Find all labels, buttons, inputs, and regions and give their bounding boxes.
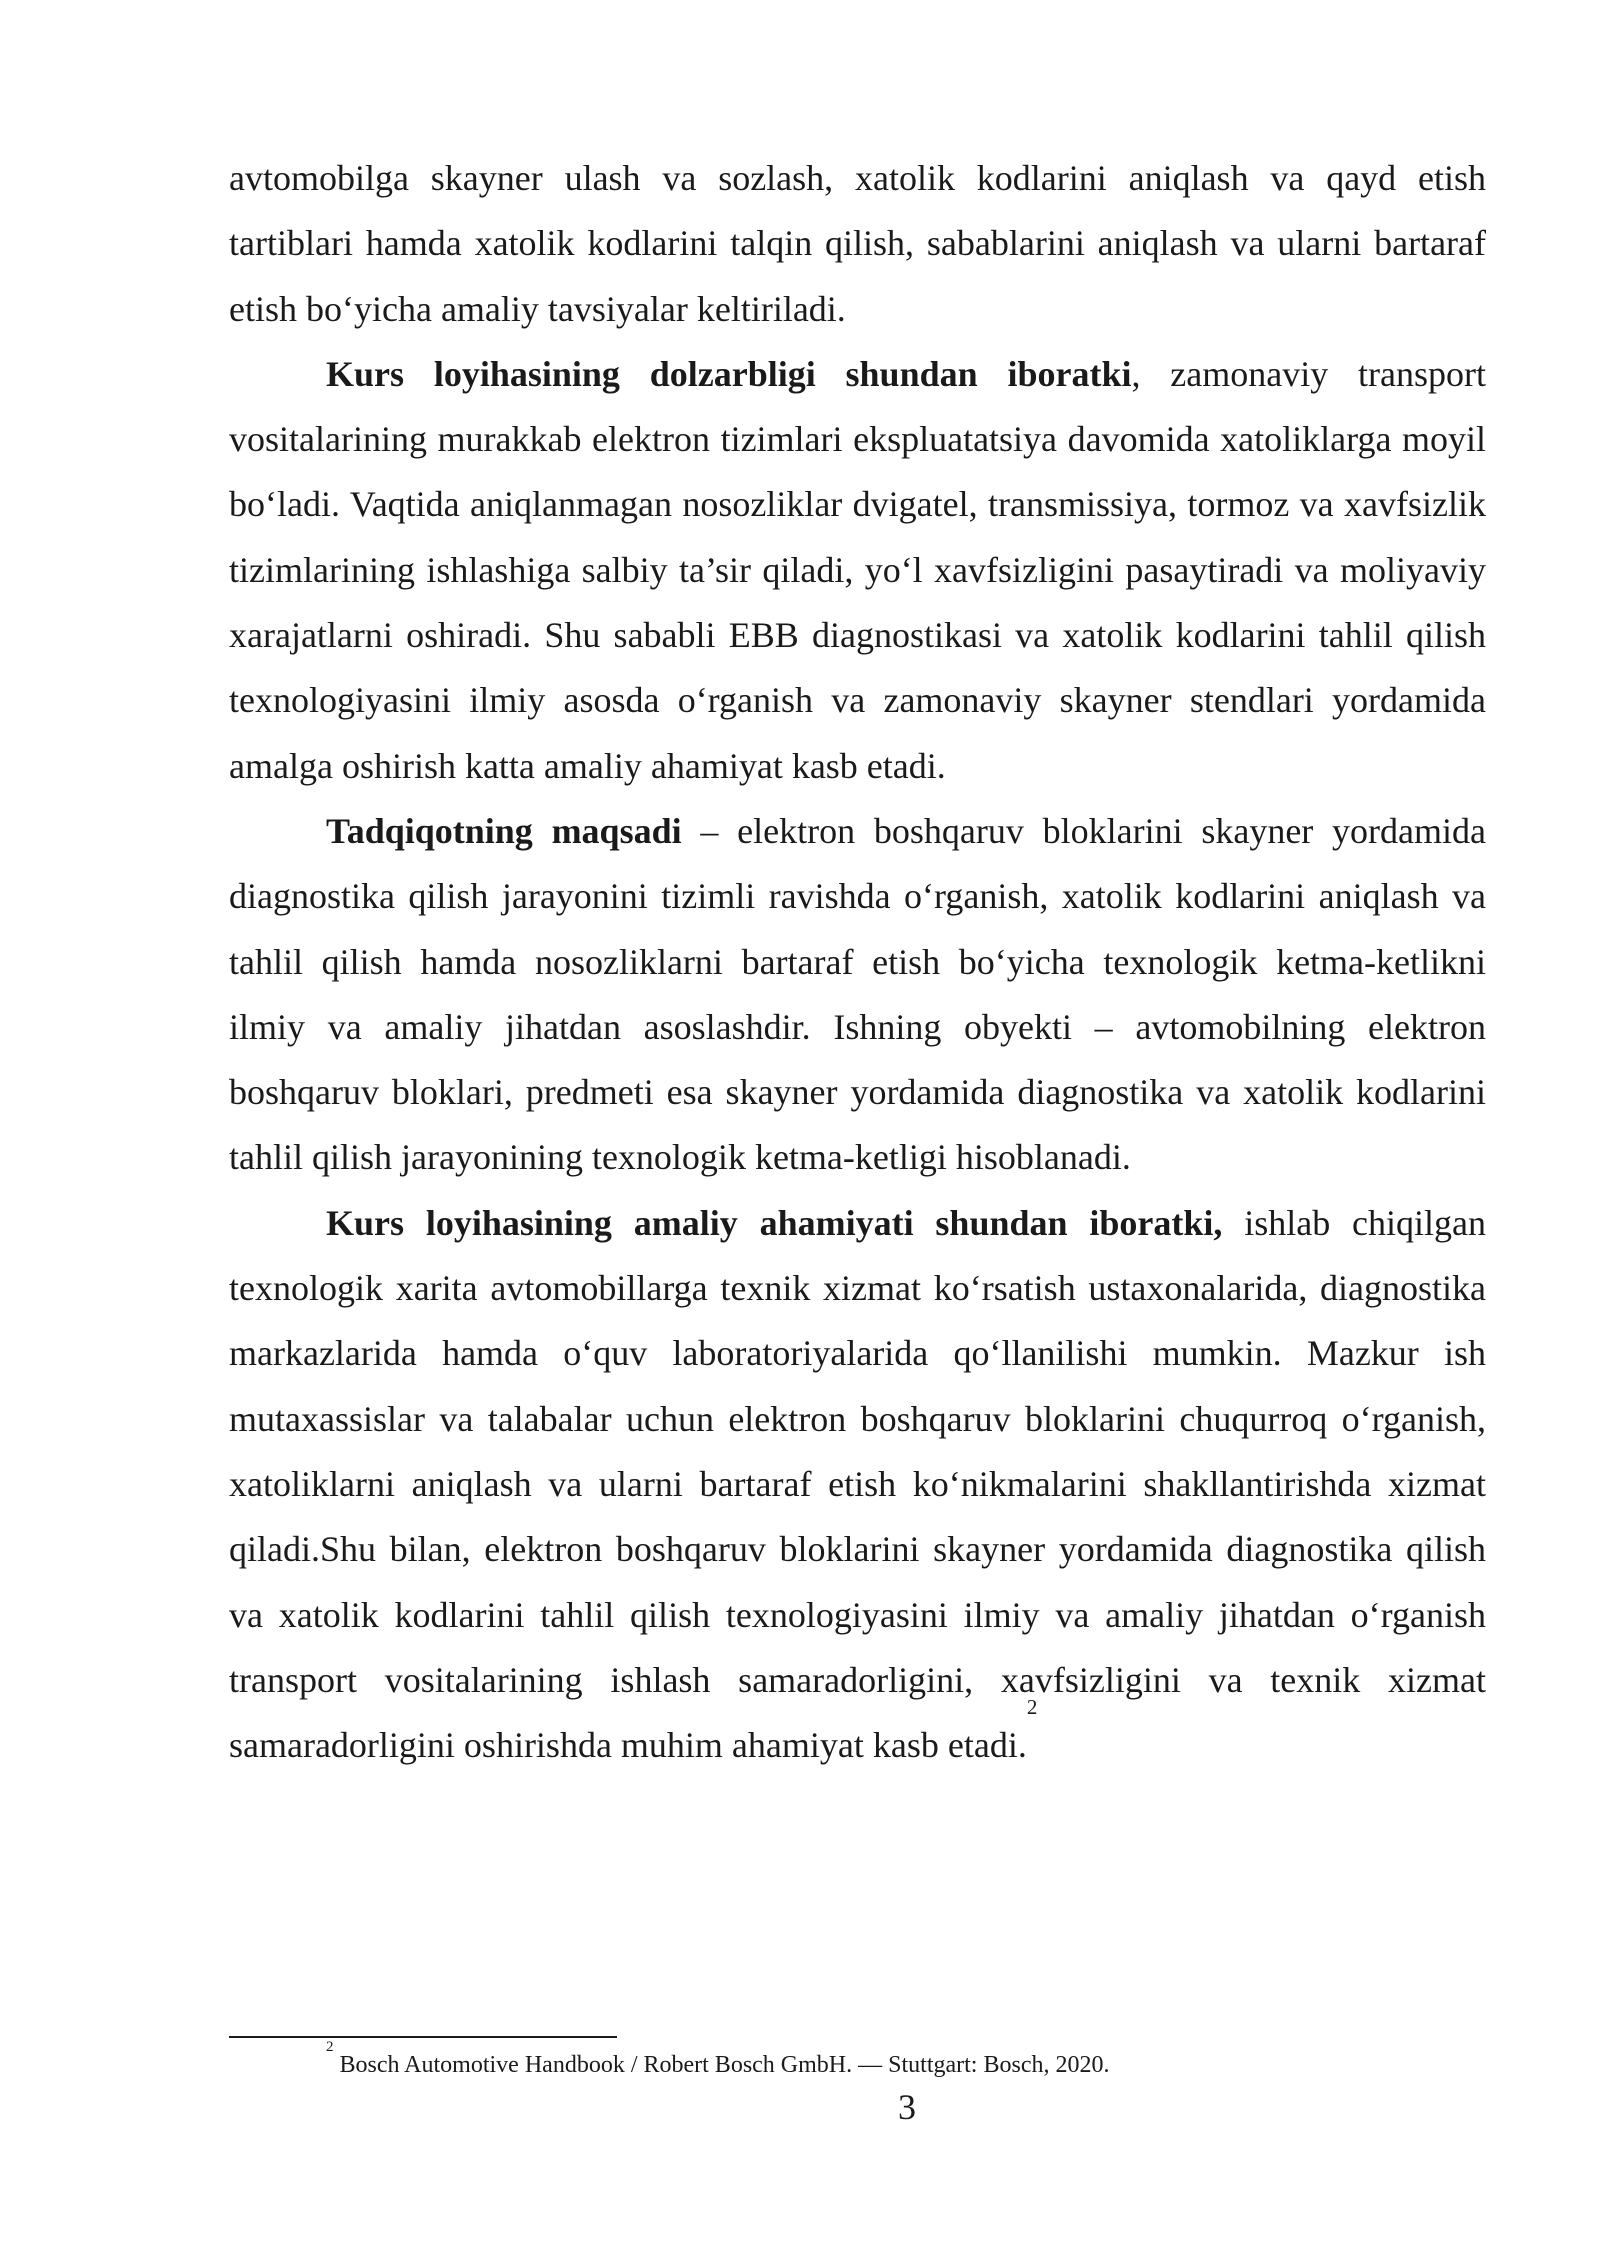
paragraph-text: avtomobilga skayner ulash va sozlash, xatolik kodlarini aniqlash va qayd etish tartiblari hamda xatolik kodlarini talqin qilish, sabablarini aniqlash va ularni bartaraf etish bo‘yicha amaliy tavsiyalar keltiriladi. bbox=[229, 158, 1486, 329]
footnote-separator bbox=[229, 2036, 617, 2038]
body-text bbox=[229, 146, 1486, 1778]
paragraph-text: ishlab chiqilgan texnologik xarita avtomobillarga texnik xizmat ko‘rsatish ustaxonalarida, diagnostika markazlarida hamda o‘quv laboratoriyalarida qo‘llanilishi mumkin. Mazkur ish mutaxassislar va talabalar uchun elektron boshqaruv bloklarini chuqurroq o‘rganish, xatoliklarni aniqlash va ularni bartaraf etish ko‘nikmalarini shakllantirishda xizmat qiladi.Shu bilan, elektron boshqaruv bloklarini skayner yordamida diagnostika qilish va xatolik kodlarini tahlil qilish texnologiyasini ilmiy va amaliy jihatdan o‘rganish transport vositalarining ishlash samaradorligini, xavfsizligini va texnik xizmat samaradorligini oshirishda muhim ahamiyat kasb etadi. bbox=[229, 1202, 1486, 1766]
paragraph-goal bbox=[229, 799, 1486, 1191]
footnote bbox=[326, 2039, 1476, 2080]
paragraph-text: , zamonaviy transport vositalarining murakkab elektron tizimlari ekspluatatsiya davomida xatoliklarga moyil bo‘ladi. Vaqtida aniqlanmagan nosozliklar dvigatel, transmissiya, tormoz va xavfsizlik tizimlarining ishlashiga salbiy ta’sir qiladi, yo‘l xavfsizligini pasaytiradi va moliyaviy xarajatlarni oshiradi. Shu sababli EBB diagnostikasi va xatolik kodlarini tahlil qilish texnologiyasini ilmiy asosda o‘rganish va zamonaviy skayner stendlari yordamida amalga oshirish katta amaliy ahamiyat kasb etadi. bbox=[229, 353, 1486, 786]
paragraph-practical-significance bbox=[229, 1191, 1486, 1779]
footnote-text: Bosch Automotive Handbook / Robert Bosch GmbH. — Stuttgart: Bosch, 2020. bbox=[339, 2052, 1110, 2078]
paragraph-relevance bbox=[229, 342, 1486, 799]
page-number: 3 bbox=[898, 2087, 916, 2127]
paragraph-heading: Kurs loyihasining dolzarbligi shundan iboratki bbox=[326, 353, 1132, 394]
page-number-container bbox=[0, 2085, 1600, 2129]
footnote-reference[interactable]: 2 bbox=[1026, 1695, 1038, 1720]
footnote-marker: 2 bbox=[326, 2039, 334, 2055]
paragraph-continuation bbox=[229, 146, 1486, 342]
paragraph-text: – elektron boshqaruv bloklarini skayner yordamida diagnostika qilish jarayonini tizimli ravishda o‘rganish, xatolik kodlarini aniqlash va tahlil qilish hamda nosozliklarni bartaraf etish bo‘yicha texnologik ketma-ketlikni ilmiy va amaliy jihatdan asoslashdir. Ishning obyekti – avtomobilning elektron boshqaruv bloklari, predmeti esa skayner yordamida diagnostika va xatolik kodlarini tahlil qilish jarayonining texnologik ketma-ketligi hisoblanadi. bbox=[229, 810, 1486, 1178]
paragraph-heading: Kurs loyihasining amaliy ahamiyati shundan iboratki, bbox=[326, 1202, 1223, 1243]
paragraph-heading: Tadqiqotning maqsadi bbox=[326, 810, 682, 851]
